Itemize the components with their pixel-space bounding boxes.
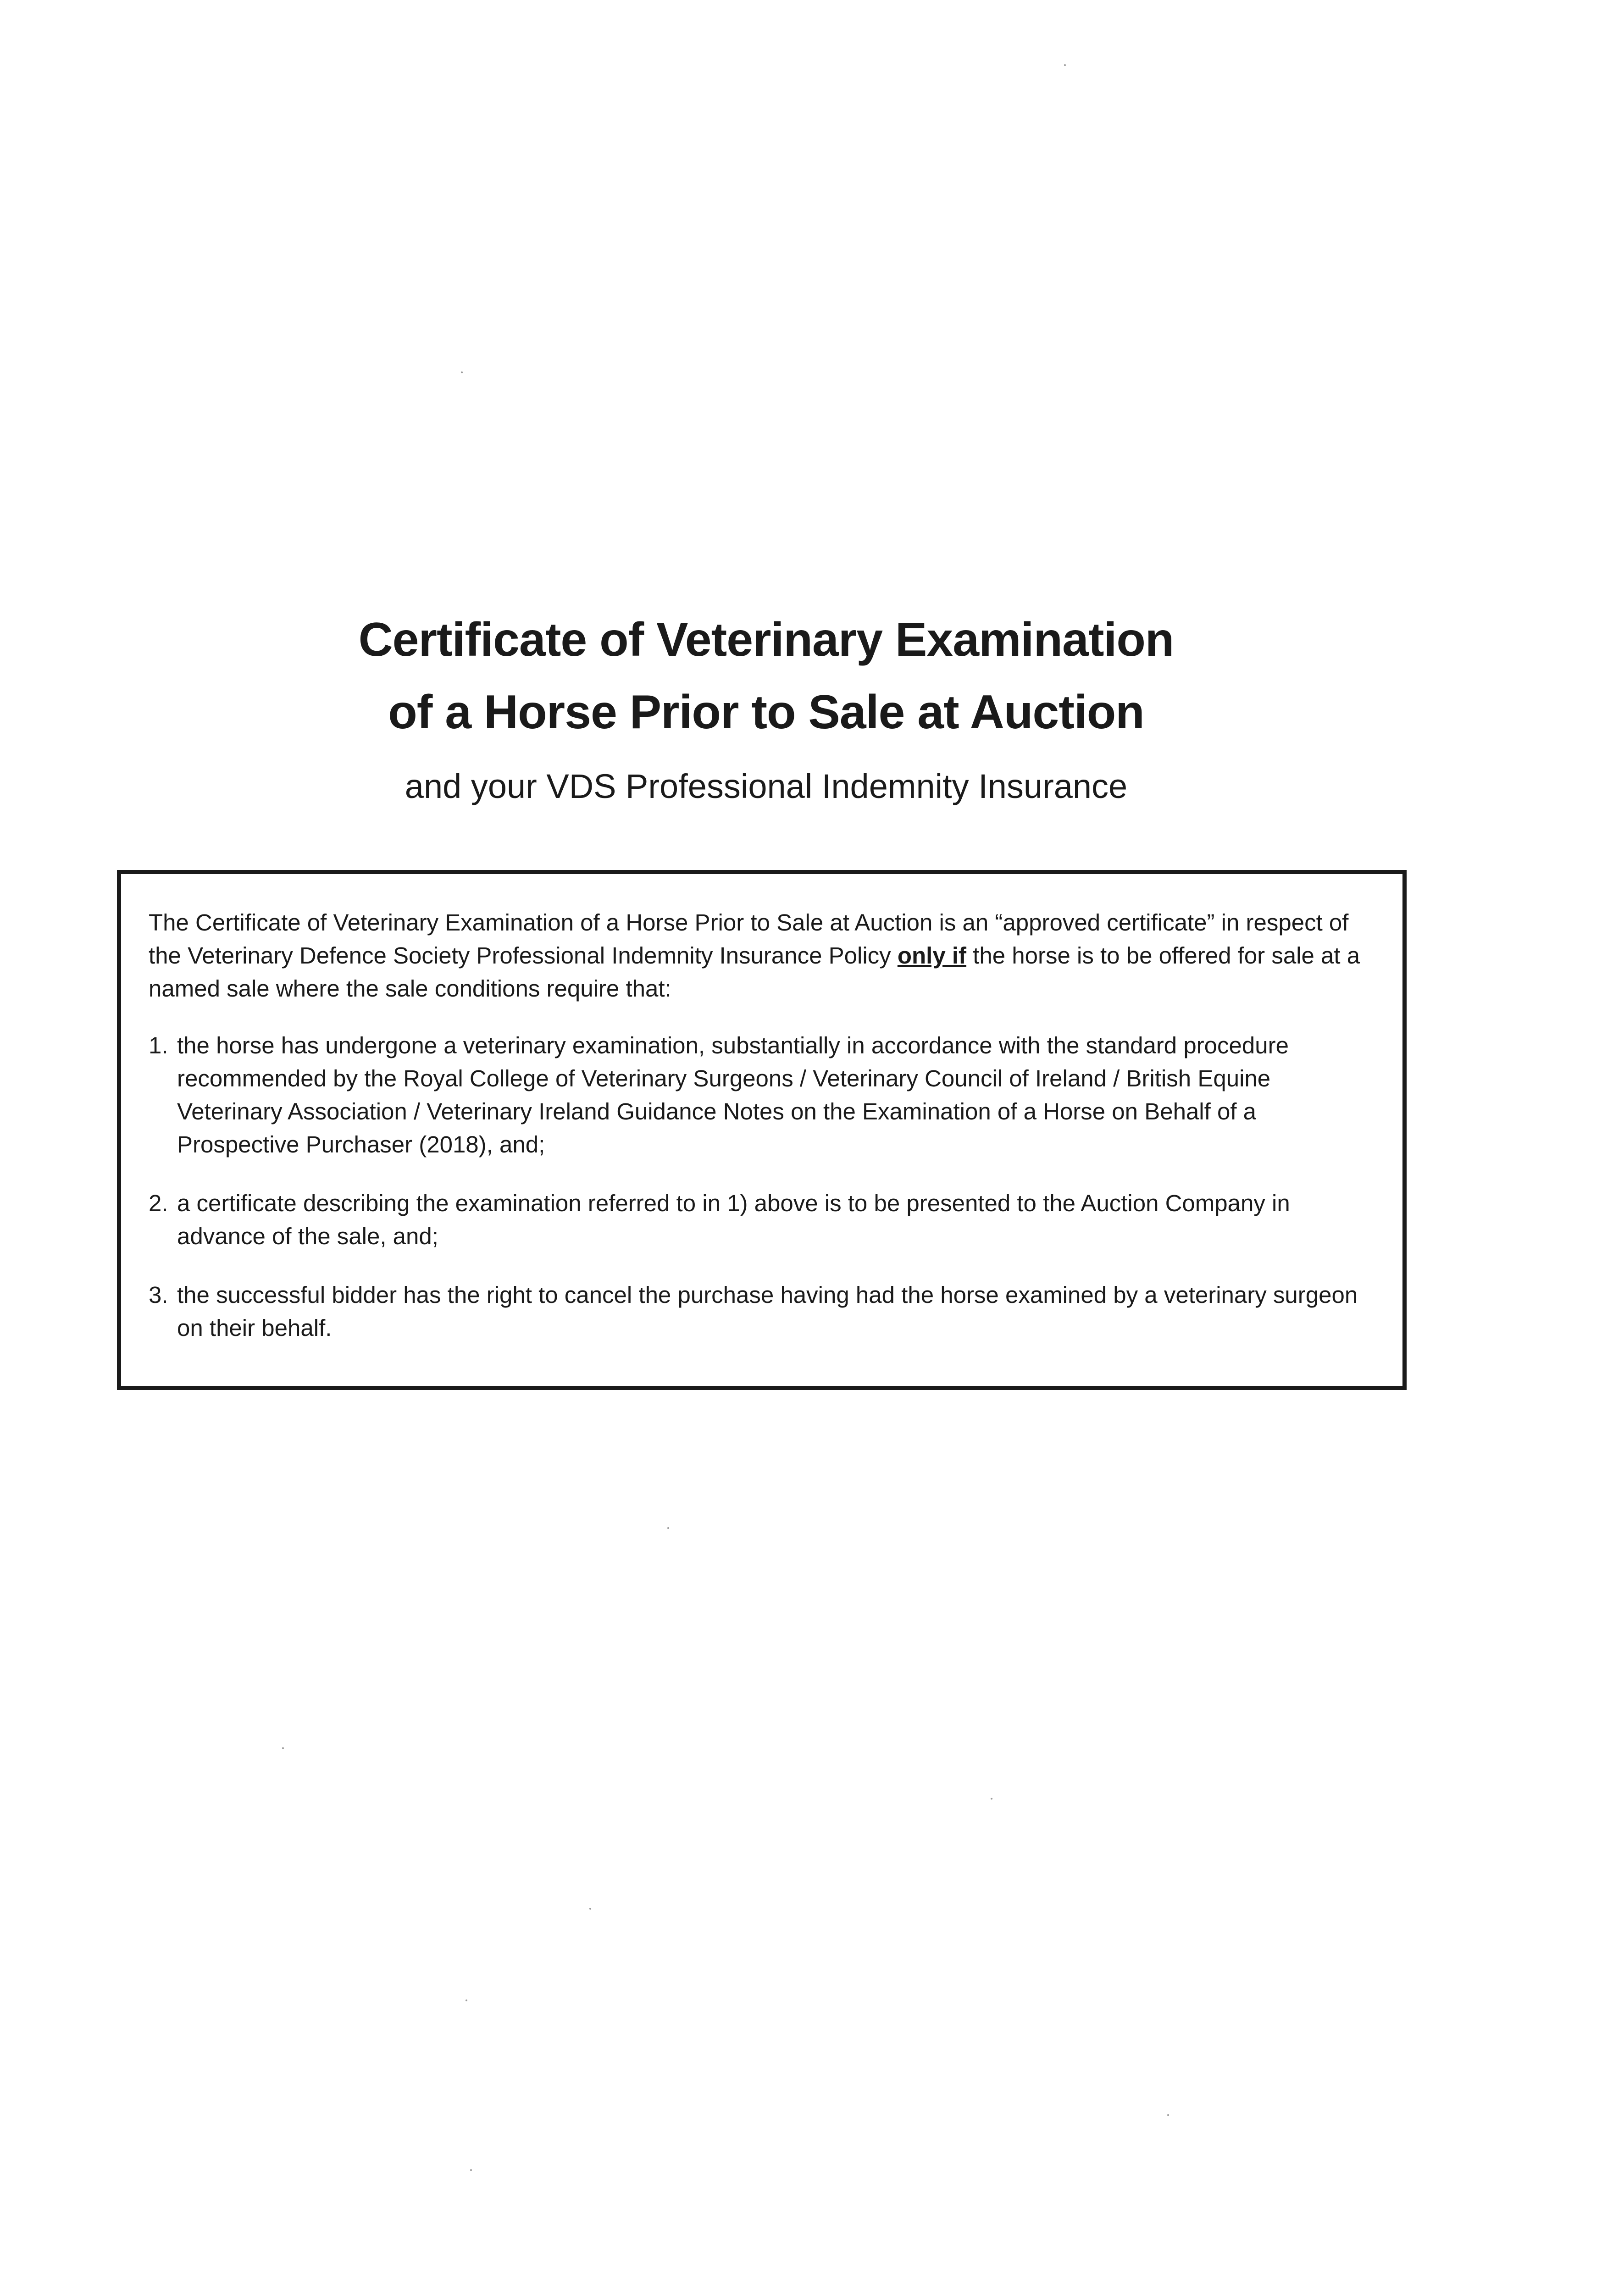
document-subtitle: and your VDS Professional Indemnity Insurance bbox=[405, 767, 1128, 805]
condition-item bbox=[149, 1279, 1377, 1345]
condition-item bbox=[149, 1187, 1377, 1253]
notice-intro bbox=[149, 906, 1377, 1005]
condition-item bbox=[149, 1029, 1377, 1161]
scan-speck bbox=[461, 371, 463, 373]
condition-text: a certificate describing the examination referred to in 1) above is to be presented to the Auction Company in advance of the sale, and; bbox=[177, 1190, 1290, 1249]
scan-speck bbox=[589, 1908, 591, 1910]
scan-speck bbox=[466, 1999, 467, 2001]
scan-speck bbox=[470, 2169, 472, 2171]
notice-intro-text: The Certificate of Veterinary Examination of a Horse Prior to Sale at Auction is an “approved certificate” in respect of the Veterinary Defence Society Professional Indemnity Insurance Policy bbox=[149, 909, 1349, 969]
condition-text: the successful bidder has the right to cancel the purchase having had the horse examined by a veterinary surgeon on their behalf. bbox=[177, 1282, 1358, 1341]
conditions-list bbox=[149, 1029, 1377, 1345]
condition-number: 1. bbox=[149, 1032, 168, 1058]
scan-speck bbox=[1064, 64, 1066, 66]
condition-number: 2. bbox=[149, 1190, 168, 1216]
condition-number: 3. bbox=[149, 1282, 168, 1308]
scan-speck bbox=[1167, 2114, 1169, 2116]
notice-intro-text-end: the horse is to be offered for sale at a named sale where the sale conditions require that: bbox=[149, 942, 1360, 1002]
notice-intro-emphasis: only if bbox=[897, 942, 967, 969]
scan-speck bbox=[667, 1527, 669, 1529]
document-title-line-2: of a Horse Prior to Sale at Auction bbox=[388, 686, 1144, 739]
notice-box bbox=[117, 870, 1407, 1390]
scan-speck bbox=[282, 1747, 284, 1749]
document-title-line-1: Certificate of Veterinary Examination bbox=[358, 613, 1174, 666]
scan-speck bbox=[991, 1798, 992, 1800]
condition-text: the horse has undergone a veterinary examination, substantially in accordance with the standard procedure recommended by the Royal College of Veterinary Surgeons / Veterinary Council of Ireland / British Equine Veterinary Association / Veterinary Ireland Guidance Notes on the Examination of a Horse on Behalf of a Prospective Purchaser (2018), and; bbox=[177, 1032, 1289, 1158]
